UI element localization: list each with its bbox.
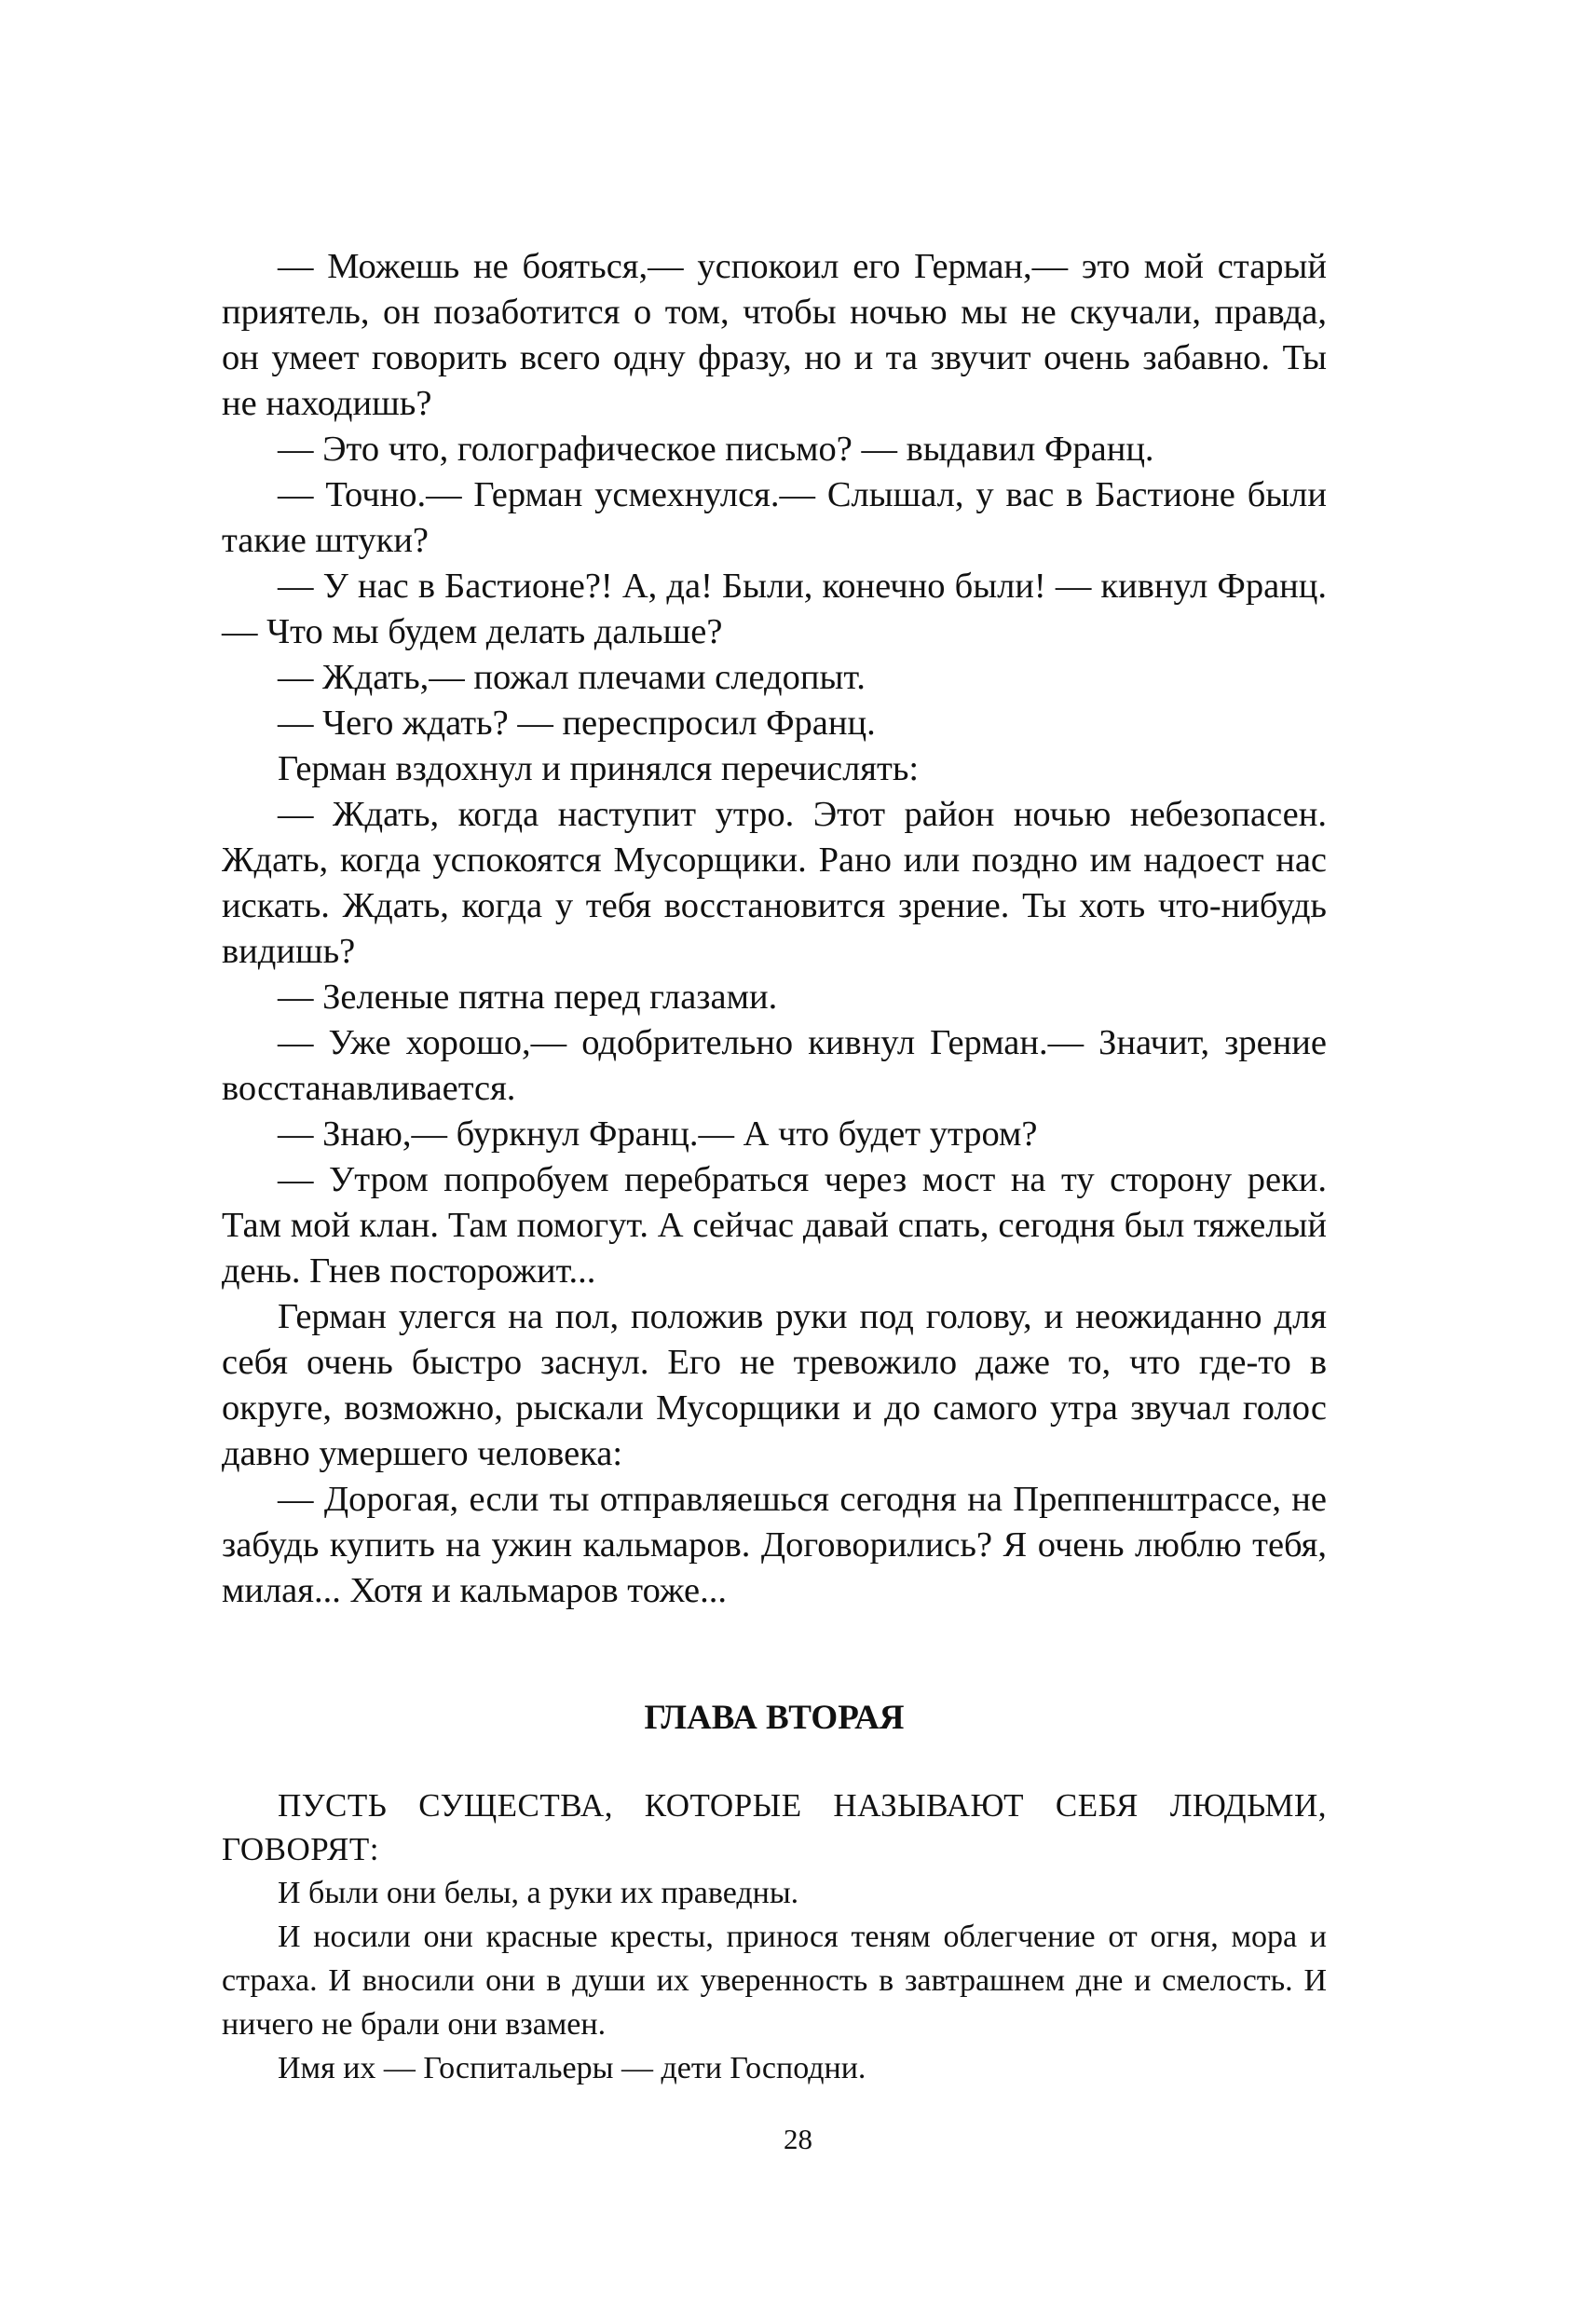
epigraph-line: Имя их — Госпитальеры — дети Господни. <box>278 2051 866 2085</box>
paragraph: — Ждать, когда наступит утро. Этот район ночью небезопасен. Ждать, когда успокоятся Мусорщики. Рано или поздно им надоест нас искать. Ждать, когда у тебя восстановится зрение. Ты хоть что-нибудь видишь? <box>222 795 1327 971</box>
paragraph: — Уже хорошо,— одобрительно кивнул Герман.— Значит, зрение восстанавливается. <box>222 1023 1327 1108</box>
paragraph: — Ждать,— пожал плечами следопыт. <box>278 658 866 697</box>
paragraph: — Зеленые пятна перед глазами. <box>278 977 778 1017</box>
paragraph: Герман улегся на пол, положив руки под голову, и неожиданно для себя очень быстро заснул. Его не тревожило даже то, что где-то в округе, возможно, рыскали Мусорщики и до самого утра звучал голос давно умершего человека: <box>222 1297 1327 1473</box>
chapter-title: ГЛАВА ВТОРАЯ <box>644 1699 905 1737</box>
paragraph: Герман вздохнул и принялся перечислять: <box>278 749 920 788</box>
paragraph: — Можешь не бояться,— успокоил его Герман,— это мой старый приятель, он позаботится о том, чтобы ночью мы не скучали, правда, он умеет говорить всего одну фразу, но и та звучит очень забавно. Ты не находишь? <box>222 247 1327 423</box>
paragraph: — Знаю,— буркнул Франц.— А что будет утром? <box>278 1114 1038 1154</box>
page-number: 28 <box>784 2123 812 2155</box>
epigraph-line: И носили они красные кресты, принося теням облегчение от огня, мора и страха. И вносили они в души их уверенность в завтрашнем дне и смелость. И ничего не брали они взамен. <box>222 1920 1327 2042</box>
epigraph <box>222 1784 1327 2090</box>
paragraph: — Дорогая, если ты отправляешься сегодня на Преппенштрассе, не забудь купить на ужин кальмаров. Договорились? Я очень люблю тебя, милая... Хотя и кальмаров тоже... <box>222 1480 1327 1610</box>
paragraph: — Точно.— Герман усмехнулся.— Слышал, у вас в Бастионе были такие штуки? <box>222 475 1327 560</box>
paragraph: — Чего ждать? — переспросил Франц. <box>278 704 876 743</box>
paragraph: — У нас в Бастионе?! А, да! Были, конечно были! — кивнул Франц.— Что мы будем делать дальше? <box>222 567 1327 651</box>
epigraph-heading: ПУСТЬ СУЩЕСТВА, КОТОРЫЕ НАЗЫВАЮТ СЕБЯ ЛЮДЬМИ, ГОВОРЯТ: <box>222 1787 1327 1867</box>
epigraph-line: И были они белы, а руки их праведны. <box>278 1876 799 1910</box>
paragraph: — Утром попробуем перебраться через мост на ту сторону реки. Там мой клан. Там помогут. А сейчас давай спать, сегодня был тяжелый день. Гнев посторожит... <box>222 1160 1327 1291</box>
paragraph: — Это что, голографическое письмо? — выдавил Франц. <box>278 430 1154 469</box>
body-text <box>222 244 1327 1614</box>
